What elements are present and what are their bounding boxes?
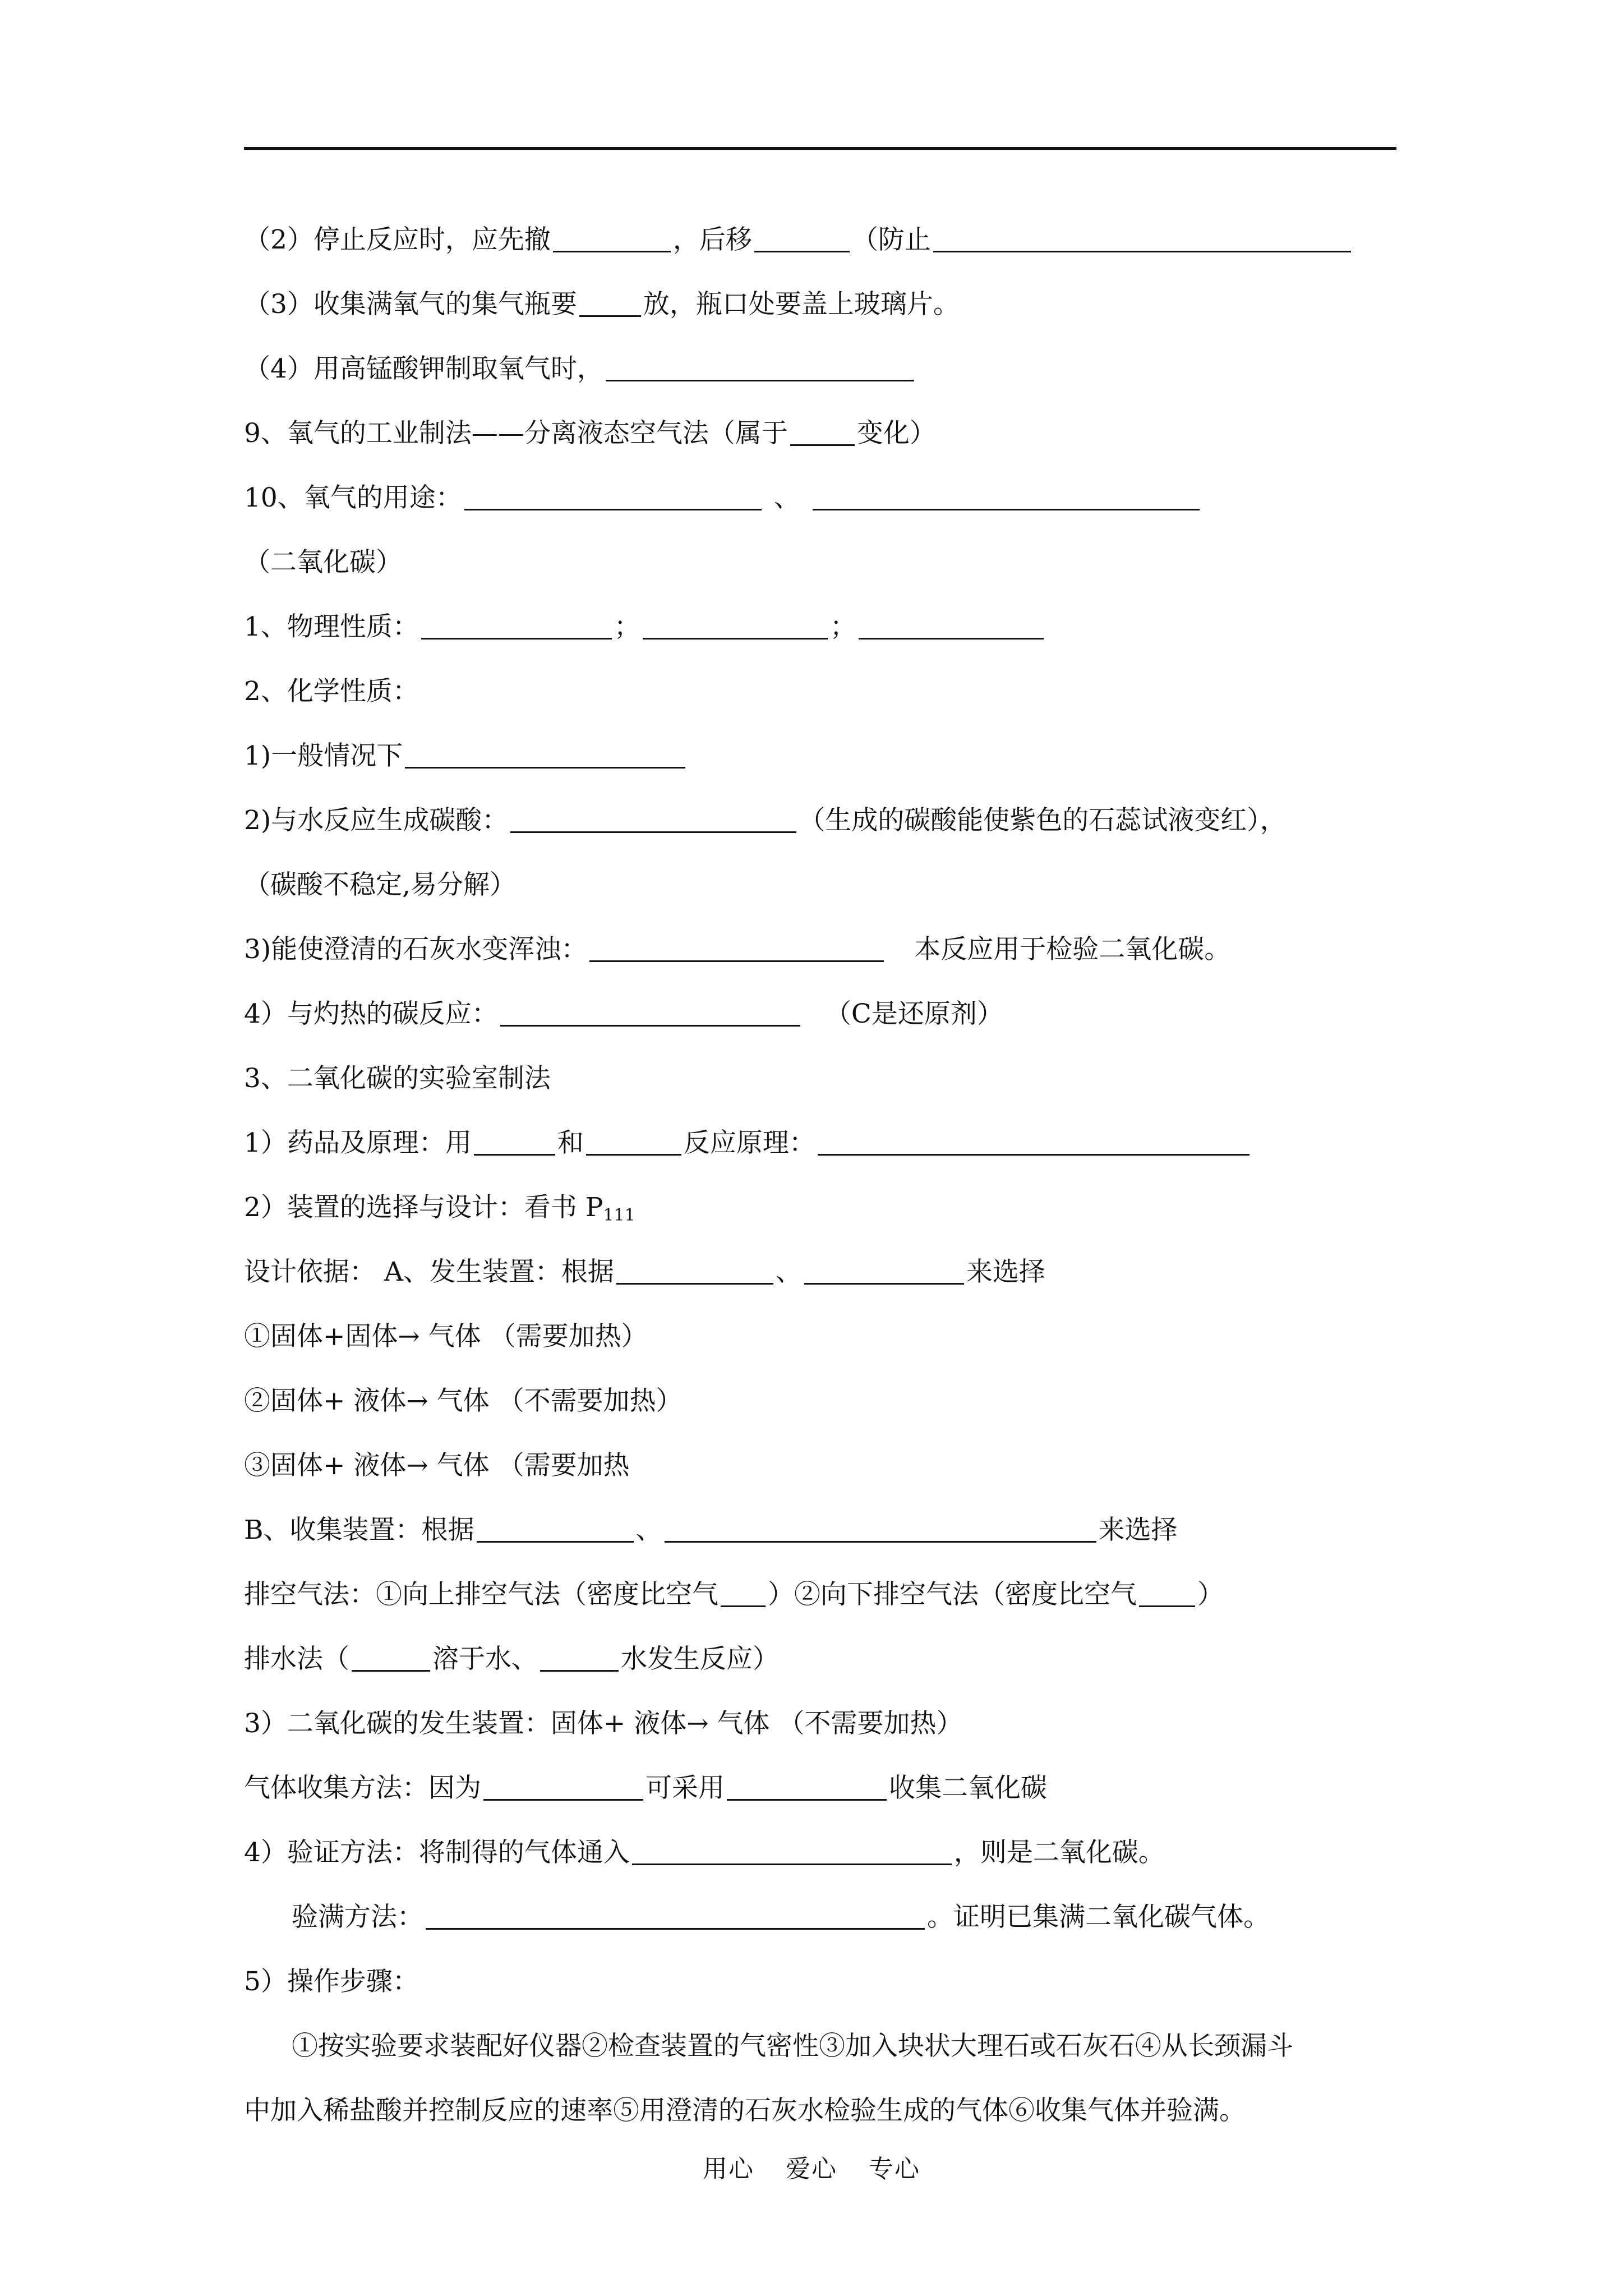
line-lab-preparation <box>244 1046 1399 1111</box>
fill-blank[interactable] <box>500 999 800 1027</box>
text: 中加入稀盐酸并控制反应的速率⑤用澄清的石灰水检验生成的气体⑥收集气体并验满。 <box>244 2095 1246 2126</box>
fill-blank[interactable] <box>586 1128 681 1156</box>
line-solid-liquid-noheat <box>244 1369 1399 1433</box>
fill-blank[interactable] <box>754 224 850 252</box>
text: （3）收集满氧气的集气瓶要 <box>244 289 577 320</box>
text: ②固体+ 液体→ 气体 （不需要加热） <box>244 1386 683 1416</box>
line-procedure-steps-1 <box>244 2014 1399 2078</box>
text: ）②向下排空气法（密度比空气 <box>768 1579 1137 1610</box>
line-limewater <box>244 917 1399 982</box>
fill-blank[interactable] <box>589 934 884 962</box>
text: 2、化学性质： <box>244 676 419 707</box>
text: ①固体+固体→ 气体 （需要加热） <box>244 1321 648 1352</box>
fill-blank[interactable] <box>933 224 1351 252</box>
text: 、 <box>635 1515 662 1545</box>
line-collect-oxygen <box>244 272 1399 337</box>
line-solid-liquid-heat <box>244 1433 1399 1498</box>
text: 水发生反应） <box>621 1644 779 1674</box>
text: 10、氧气的用途： <box>244 482 462 513</box>
text: ①按实验要求装配好仪器②检查装置的气密性③加入块状大理石或石灰石④从长颈漏斗 <box>292 2031 1293 2062</box>
text: 。证明已集满二氧化碳气体。 <box>927 1902 1270 1932</box>
text: （2）停止反应时，应先撤 <box>244 224 551 255</box>
text: 9、氧气的工业制法——分离液态空气法（属于 <box>244 418 788 449</box>
text: B、收集装置：根据 <box>244 1515 474 1545</box>
fill-blank[interactable] <box>579 289 641 317</box>
fill-blank[interactable] <box>721 1579 766 1607</box>
line-chemical-properties <box>244 659 1399 724</box>
line-air-displacement <box>244 1562 1399 1627</box>
text: ③固体+ 液体→ 气体 （需要加热 <box>244 1450 630 1481</box>
fill-blank[interactable] <box>477 1515 634 1543</box>
line-apparatus <box>244 1175 1399 1240</box>
footer-text: 爱心 <box>786 2155 837 2183</box>
text: 4）与灼热的碳反应： <box>244 999 498 1029</box>
text: 、 <box>775 1257 802 1287</box>
line-solid-solid <box>244 1304 1399 1369</box>
line-co2-generator <box>244 1691 1399 1756</box>
fill-blank[interactable] <box>464 482 762 510</box>
text: 反应原理： <box>683 1128 815 1158</box>
line-physical-properties <box>244 595 1399 659</box>
text: 排水法（ <box>244 1644 349 1674</box>
fill-blank[interactable] <box>643 611 828 639</box>
line-full-check <box>244 1885 1399 1949</box>
fill-blank[interactable] <box>540 1644 619 1672</box>
text: （二氧化碳） <box>244 547 402 578</box>
header-rule <box>244 147 1396 150</box>
text: ； <box>614 611 640 642</box>
text: 验满方法： <box>292 1902 423 1932</box>
text: 1、物理性质： <box>244 611 419 642</box>
page-footer <box>0 2148 1623 2184</box>
text: 1)一般情况下 <box>244 740 403 771</box>
text: ，则是二氧化碳。 <box>953 1837 1165 1868</box>
text: （4）用高锰酸钾制取氧气时， <box>244 353 603 384</box>
text: （防止 <box>851 224 931 255</box>
text: 2)与水反应生成碳酸： <box>244 805 509 836</box>
text: 排空气法：①向上排空气法（密度比空气 <box>244 1579 718 1610</box>
fill-blank[interactable] <box>804 1257 964 1285</box>
fill-blank[interactable] <box>510 805 796 833</box>
line-verification <box>244 1820 1399 1885</box>
line-kmno4 <box>244 337 1399 401</box>
line-generally <box>244 724 1399 788</box>
text: 变化） <box>856 418 936 449</box>
text: ） <box>1197 1579 1224 1610</box>
fill-blank[interactable] <box>1139 1579 1195 1607</box>
text: 4）验证方法：将制得的气体通入 <box>244 1837 630 1868</box>
fill-blank[interactable] <box>813 482 1200 510</box>
fill-blank[interactable] <box>405 740 685 769</box>
text: ； <box>829 611 856 642</box>
text: 气体收集方法：因为 <box>244 1773 481 1803</box>
fill-blank[interactable] <box>606 353 914 381</box>
worksheet-body <box>244 208 1399 2143</box>
fill-blank[interactable] <box>727 1773 887 1801</box>
text: 来选择 <box>1098 1515 1178 1545</box>
text: 本反应用于检验二氧化碳。 <box>914 934 1231 965</box>
text: 、 <box>773 482 800 513</box>
page-subscript: 111 <box>603 1205 635 1225</box>
footer-text: 专心 <box>869 2155 920 2183</box>
line-carbonic-acid <box>244 853 1399 917</box>
text: 和 <box>557 1128 584 1158</box>
line-reagents <box>244 1111 1399 1175</box>
line-procedure-steps-2 <box>244 2078 1399 2143</box>
section-title-co2 <box>244 530 1399 595</box>
line-water-displacement <box>244 1627 1399 1691</box>
text: 可采用 <box>645 1773 725 1803</box>
fill-blank[interactable] <box>859 611 1044 639</box>
text: 设计依据： A、发生装置：根据 <box>244 1257 614 1287</box>
text: 3)能使澄清的石灰水变浑浊： <box>244 934 588 965</box>
fill-blank[interactable] <box>790 418 855 446</box>
fill-blank[interactable] <box>616 1257 773 1285</box>
text: 2）装置的选择与设计：看书 P <box>244 1192 603 1223</box>
fill-blank[interactable] <box>352 1644 430 1672</box>
line-hot-carbon <box>244 982 1399 1046</box>
fill-blank[interactable] <box>553 224 671 252</box>
text: 放，瓶口处要盖上玻璃片。 <box>643 289 960 320</box>
fill-blank[interactable] <box>421 611 612 639</box>
fill-blank[interactable] <box>483 1773 643 1801</box>
text: 来选择 <box>966 1257 1045 1287</box>
text: （碳酸不稳定,易分解） <box>244 869 516 900</box>
fill-blank[interactable] <box>665 1515 1096 1543</box>
line-collection-device <box>244 1498 1399 1562</box>
text: 1）药品及原理：用 <box>244 1128 472 1158</box>
text: 收集二氧化碳 <box>889 1773 1047 1803</box>
line-design-basis <box>244 1240 1399 1304</box>
fill-blank[interactable] <box>426 1902 925 1930</box>
fill-blank[interactable] <box>632 1837 952 1865</box>
fill-blank[interactable] <box>818 1128 1249 1156</box>
line-oxygen-uses <box>244 466 1399 530</box>
text: 溶于水、 <box>432 1644 538 1674</box>
line-stop-reaction <box>244 208 1399 272</box>
line-procedure-title <box>244 1949 1399 2014</box>
footer-text: 用心 <box>703 2155 754 2183</box>
text: 3）二氧化碳的发生装置：固体+ 液体→ 气体 （不需要加热） <box>244 1708 963 1739</box>
text: （生成的碳酸能使紫色的石蕊试液变红）， <box>799 805 1287 836</box>
line-water-reaction <box>244 788 1399 853</box>
line-industrial-oxygen <box>244 401 1399 466</box>
text: 5）操作步骤： <box>244 1966 419 1997</box>
line-gas-collection <box>244 1756 1399 1820</box>
text: ，后移 <box>672 224 752 255</box>
text: 3、二氧化碳的实验室制法 <box>244 1063 551 1094</box>
fill-blank[interactable] <box>474 1128 555 1156</box>
text: （C是还原剂） <box>824 999 1003 1029</box>
